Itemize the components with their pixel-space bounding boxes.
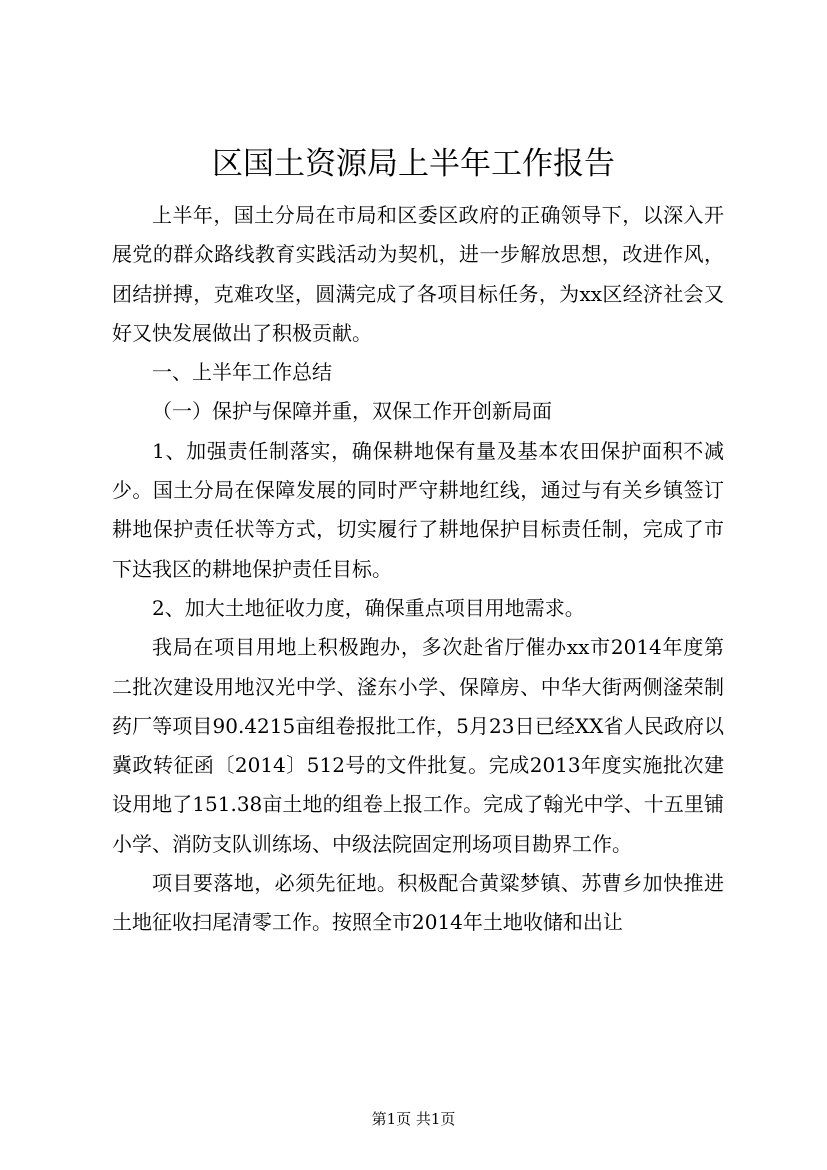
paragraph-item-2: 2、加大土地征收力度，确保重点项目用地需求。 xyxy=(152,595,585,620)
paragraph-land-approval: 我局在项目用地上积极跑办，多次赴省厅催办xx市2014年度第二批次建设用地汉光中学、滏东小学、保障房、中华大街两侧滏荣制药厂等项目90.4215亩组卷报批工作，5月23日已经XX省人民政府以冀政转征函〔2014〕512号的文件批复。完成2013年度实施批次建设用地了151.38亩土地的组卷上报工作。完成了翰光中学、十五里铺小学、消防支队训练场、中级法院固定刑场项目勘界工作。 xyxy=(112,635,724,856)
paragraph-item-1: 1、加强责任制落实，确保耕地保有量及基本农田保护面积不减少。国土分局在保障发展的同时严守耕地红线，通过与有关乡镇签订耕地保护责任状等方式，切实履行了耕地保护目标责任制，完成了市下达我区的耕地保护责任目标。 xyxy=(112,438,724,581)
paragraph-intro: 上半年，国土分局在市局和区委区政府的正确领导下，以深入开展党的群众路线教育实践活动为契机，进一步解放思想，改进作风，团结拼搏，克难攻坚，圆满完成了各项目标任务，为xx区经济社会又好又快发展做出了积极贡献。 xyxy=(112,203,724,345)
document-body xyxy=(112,196,724,943)
document-title: 区国土资源局上半年工作报告 xyxy=(212,146,615,182)
section-heading: 一、上半年工作总结 xyxy=(152,360,332,385)
paragraph-land-acquisition: 项目要落地，必须先征地。积极配合黄粱梦镇、苏曹乡加快推进土地征收扫尾清零工作。按照全市2014年土地收储和出让 xyxy=(112,871,724,935)
subsection-heading: （一）保护与保障并重，双保工作开创新局面 xyxy=(152,399,552,424)
page-footer: 第1页 共1页 xyxy=(371,1110,456,1128)
